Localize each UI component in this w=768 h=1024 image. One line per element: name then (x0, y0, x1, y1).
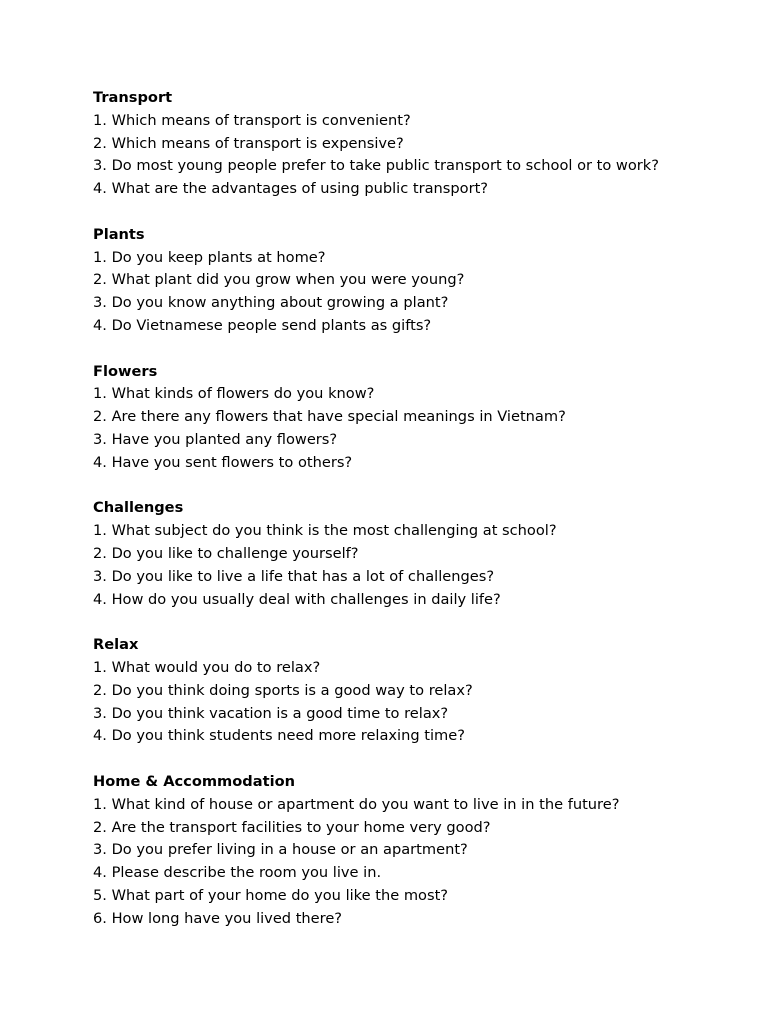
question-item: 1. What subject do you think is the most challenging at school? (93, 522, 557, 540)
question-item: 4. How do you usually deal with challenges in daily life? (93, 590, 501, 608)
question-item: 1. Do you keep plants at home? (93, 248, 326, 266)
section-transport (93, 87, 733, 201)
question-item: 2. Do you think doing sports is a good way to relax? (93, 681, 473, 699)
section-challenges (93, 497, 733, 611)
question-item: 5. What part of your home do you like the most? (93, 886, 449, 904)
question-item: 4. Do you think students need more relaxing time? (93, 727, 465, 745)
question-item: 1. What would you do to relax? (93, 658, 321, 676)
question-item: 3. Do most young people prefer to take public transport to school or to work? (93, 157, 659, 175)
question-item: 3. Do you know anything about growing a plant? (93, 294, 449, 312)
question-item: 4. Do Vietnamese people send plants as gifts? (93, 316, 432, 334)
question-item: 4. Please describe the room you live in. (93, 864, 382, 882)
question-item: 1. What kind of house or apartment do you want to live in in the future? (93, 795, 620, 813)
question-item: 2. What plant did you grow when you were young? (93, 271, 465, 289)
section-title: Home & Accommodation (93, 772, 295, 790)
question-item: 4. Have you sent flowers to others? (93, 453, 353, 471)
section-relax (93, 634, 733, 748)
question-item: 6. How long have you lived there? (93, 909, 343, 927)
section-title: Plants (93, 225, 145, 243)
question-item: 2. Are the transport facilities to your home very good? (93, 818, 491, 836)
section-title: Flowers (93, 362, 158, 380)
section-title: Transport (93, 89, 173, 106)
question-item: 3. Have you planted any flowers? (93, 430, 338, 448)
question-item: 2. Are there any flowers that have special meanings in Vietnam? (93, 408, 566, 426)
question-item: 3. Do you like to live a life that has a lot of challenges? (93, 567, 495, 585)
question-item: 4. What are the advantages of using public transport? (93, 180, 489, 198)
section-home-accommodation (93, 771, 733, 931)
question-item: 2. Which means of transport is expensive? (93, 134, 404, 152)
section-plants (93, 224, 733, 338)
question-item: 3. Do you prefer living in a house or an apartment? (93, 841, 468, 859)
document-page (93, 87, 733, 953)
section-flowers (93, 361, 733, 475)
question-item: 3. Do you think vacation is a good time to relax? (93, 704, 449, 722)
section-title: Relax (93, 636, 139, 654)
section-title: Challenges (93, 499, 184, 517)
question-item: 1. What kinds of flowers do you know? (93, 385, 375, 403)
question-item: 2. Do you like to challenge yourself? (93, 544, 359, 562)
question-item: 1. Which means of transport is convenient? (93, 111, 411, 129)
